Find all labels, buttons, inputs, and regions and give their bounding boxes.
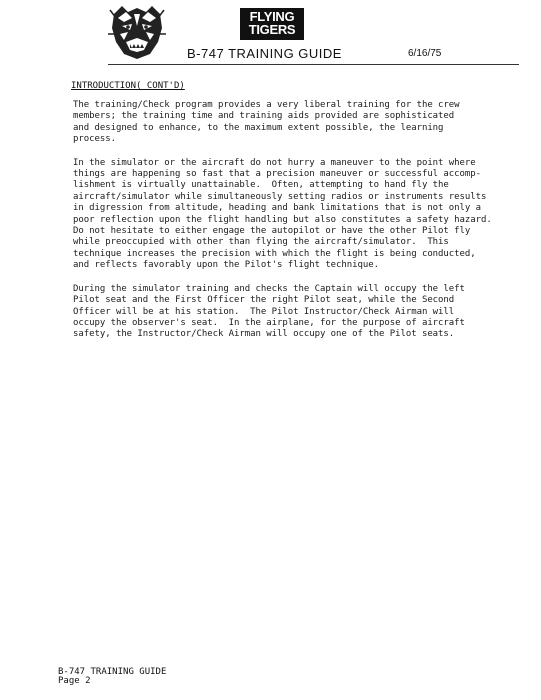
header-rule xyxy=(108,64,519,65)
paragraph-2: In the simulator or the aircraft do not hurry a maneuver to the point where things are happening so fast that a precision maneuver or successful accomp- lishment is virtually unattainable. Often, attempting to hand fly the aircraft/simulator while simultaneously setting radios or instruments results in digression from altitude, heading and bank limitations that is not only a poor reflection upon the flight handling but also constitutes a safety hazard. Do not hesitate to either engage the autopilot or have the other Pilot fly while preoccupied with other than flying the aircraft/simulator. This technique increases the precision with which the flight is being conducted, and reflects favorably upon the Pilot's flight technique. xyxy=(73,157,492,271)
tiger-logo-icon xyxy=(108,4,166,60)
paragraph-1: The training/Check program provides a very liberal training for the crew members; the training time and training aids provided are sophisticated and designed to enhance, to the maximum extent possible, the learning process. xyxy=(73,100,460,145)
section-heading: INTRODUCTION( CONT'D) xyxy=(71,81,185,91)
guide-title: B-747 TRAINING GUIDE xyxy=(187,46,342,61)
body-text xyxy=(73,100,533,353)
page-header xyxy=(0,0,541,70)
page-number: Page 2 xyxy=(58,675,91,686)
document-date: 6/16/75 xyxy=(408,48,442,59)
page-footer xyxy=(58,668,166,685)
flying-tigers-logo xyxy=(240,8,304,40)
paragraph-3: During the simulator training and checks the Captain will occupy the left Pilot seat and the First Officer the right Pilot seat, while the Second Officer will be at his station. The Pilot Instructor/Check Airman will occupy the observer's seat. In the airplane, for the purpose of aircraft safety, the Instructor/Check Airman will occupy one of the Pilot seats. xyxy=(73,283,465,340)
brand-line-2: TIGERS xyxy=(248,22,296,37)
footer-title: B-747 TRAINING GUIDE xyxy=(58,667,167,677)
brand-line-1: FLYING xyxy=(249,9,295,24)
